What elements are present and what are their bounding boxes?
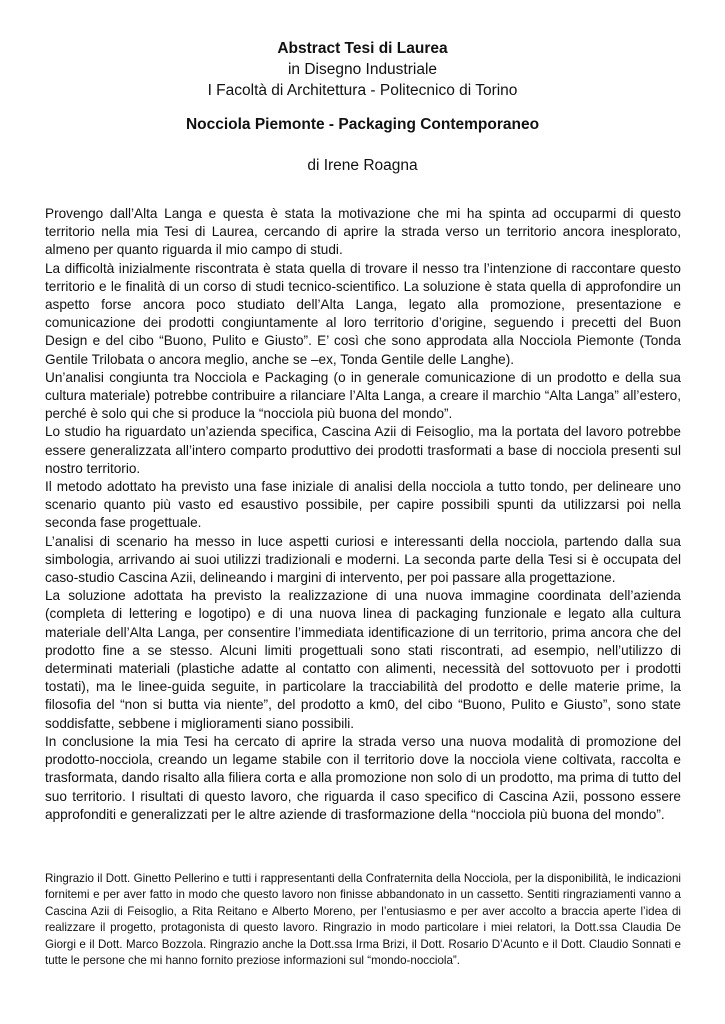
abstract-paragraph: In conclusione la mia Tesi ha cercato di aprire la strada verso una nuova modalità di promozione del prodotto-nocciola, creando un legame stabile con il territorio dove la nocciola viene coltivata, raccolta e trasformata, dando risalto alla filiera corta e alla promozione non solo di un prodotto, ma prima di tutto del suo territorio. I risultati di questo lavoro, che riguarda il caso specifico di Cascina Azii, possono essere approfonditi e generalizzati per le altre aziende di trasformazione della “nocciola più buona del mondo”. [45, 733, 681, 822]
acknowledgements-text: Ringrazio il Dott. Ginetto Pellerino e tutti i rappresentanti della Confraternita della Nocciola, per la disponibilità, le indicazioni fornitemi e per aver fatto in modo che questo lavoro non finisse abbandonato in un cassetto. Sentiti ringraziamenti vanno a Cascina Azii di Feisoglio, a Rita Reitano e Alberto Moreno, per l’entusiasmo e per aver accolto a braccia aperte l’idea di realizzare il progetto, protagonista di questo lavoro. Ringrazio in modo particolare i miei relatori, la Dott.ssa Claudia De Giorgi e il Dott. Marco Bozzola. Ringrazio anche la Dott.ssa Irma Brizi, il Dott. Rosario D’Acunto e il Dott. Claudio Sonnati e tutte le persone che mi hanno fornito preziose informazioni sul “mondo-nocciola”. [45, 872, 681, 968]
author-name: di Irene Roagna [307, 157, 418, 174]
header [0, 38, 725, 176]
abstract-body [45, 205, 681, 824]
faculty-name: I Facoltà di Architettura - Politecnico di Torino [207, 82, 518, 99]
abstract-paragraph: Un’analisi congiunta tra Nocciola e Packaging (o in generale comunicazione di un prodotto e della sua cultura materiale) potrebbe contribuire a rilanciare l’Alta Langa, a creare il marchio “Alta Langa” all’estero, perché è solo qui che si produce la “nocciola più buona del mondo”. [45, 369, 681, 422]
abstract-paragraph: Il metodo adottato ha previsto una fase iniziale di analisi della nocciola a tutto tondo, per delineare uno scenario quanto più vasto ed esaustivo possibile, per capire possibili spunti da utilizzarsi poi nella seconda fase progettuale. [45, 479, 681, 531]
project-title: Nocciola Piemonte - Packaging Contemporaneo [185, 116, 540, 133]
abstract-paragraph: L’analisi di scenario ha messo in luce aspetti curiosi e interessanti della nocciola, partendo dalla sua simbologia, arrivando ai suoi utilizzi tradizionali e moderni. La seconda parte della Tesi si è occupata del caso-studio Cascina Azii, delineando i margini di intervento, per poi passare alla progettazione. [45, 533, 681, 586]
abstract-paragraph: La soluzione adottata ha previsto la realizzazione di una nuova immagine coordinata dell’azienda (completa di lettering e logotipo) e di una nuova linea di packaging funzionale e legato alla cultura materiale dell’Alta Langa, per consentire l’immediata identificazione di un territorio, prima ancora che del prodotto fine a se stesso. Alcuni limiti progettuali sono stati riscontrati, ad esempio, nell’utilizzo di determinati materiali (plastiche adatte al contatto con alimenti, necessità del sottovuoto per i prodotti tostati), ma le linee-guida seguite, in particolare la tracciabilità del prodotto e delle materie prime, la filosofia del “non si butta via niente”, del prodotto a km0, del cibo “Buono, Pulito e Giusto”, sono state soddisfatte, sebbene i miglioramenti siano possibili. [45, 588, 681, 731]
abstract-paragraph: La difficoltà inizialmente riscontrata è stata quella di trovare il nesso tra l’intenzione di raccontare questo territorio e le finalità di un corso di studi tecnico-scientifico. La soluzione è stata quella di approfondire un aspetto forse ancora poco studiato dell’Alta Langa, legato alla promozione, presentazione e comunicazione dei prodotti congiuntamente al loro territorio d’origine, seguendo i precetti del Buon Design e del cibo “Buono, Pulito e Giusto”. E’ così che sono approdata alla Nocciola Piemonte (Tonda Gentile Trilobata o ancora meglio, anche se –ex, Tonda Gentile delle Langhe). [45, 260, 681, 367]
course-name: in Disegno Industriale [287, 61, 438, 78]
abstract-paragraph: Lo studio ha riguardato un’azienda specifica, Cascina Azii di Feisoglio, ma la portata del lavoro potrebbe essere generalizzata all’intero comparto produttivo dei prodotti trasformati a base di nocciola presenti sul nostro territorio. [45, 424, 681, 476]
thesis-title: Abstract Tesi di Laurea [277, 40, 448, 57]
acknowledgements [45, 871, 681, 969]
abstract-paragraph: Provengo dall’Alta Langa e questa è stata la motivazione che mi ha spinta ad occuparmi di questo territorio nella mia Tesi di Laurea, cercando di aprire la strada verso un territorio ancora inesplorato, almeno per quanto riguarda il mio campo di studi. [45, 206, 681, 258]
